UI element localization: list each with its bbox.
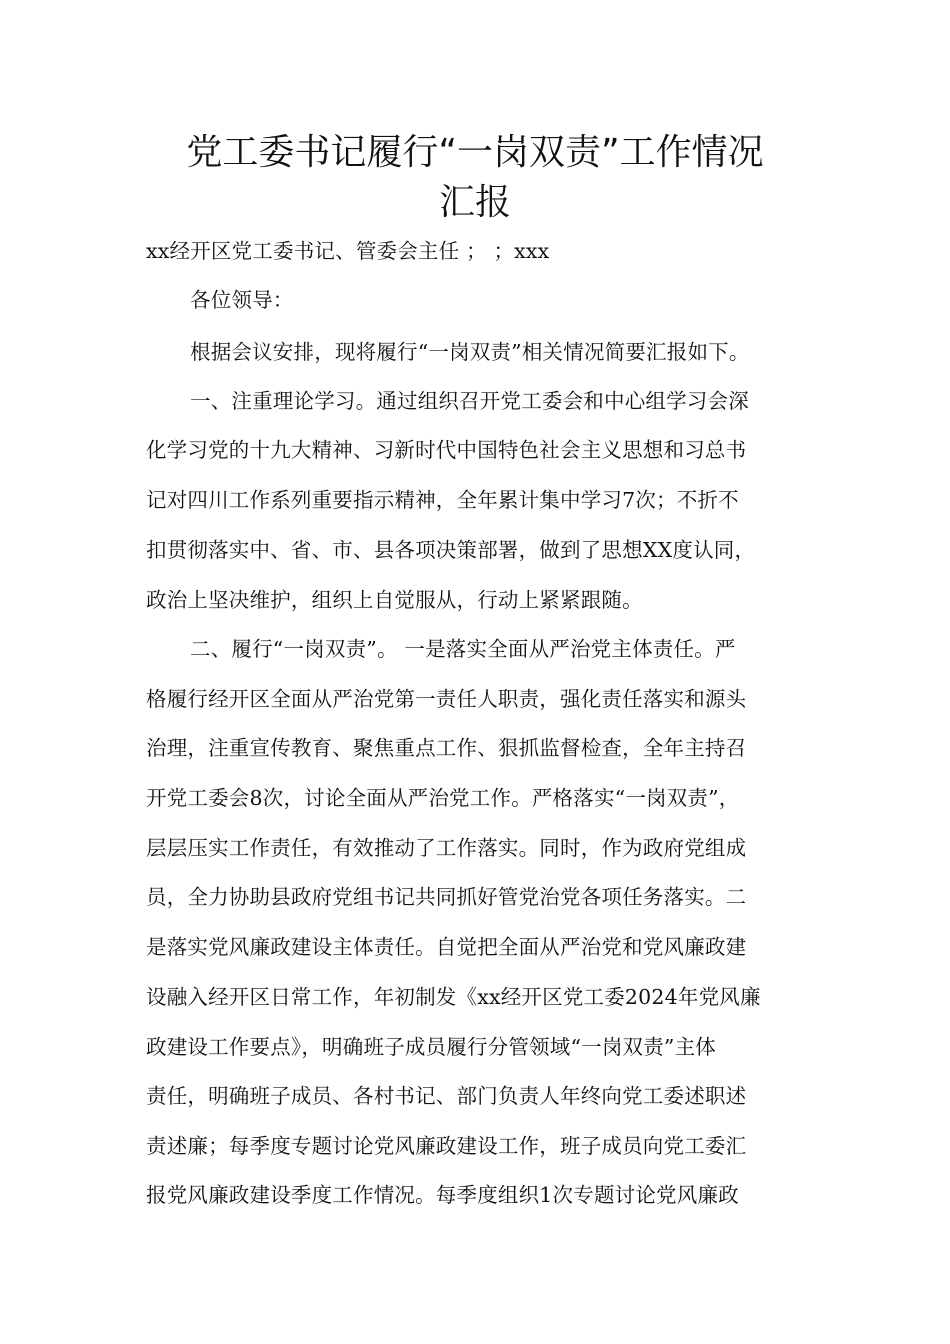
body-line: 扣贯彻落实中、省、市、县各项决策部署，做到了思想XX度认同，	[146, 538, 756, 562]
body-line: 治理，注重宣传教育、聚焦重点工作、狠抓监督检查，全年主持召	[146, 736, 747, 760]
body-line: 格履行经开区全面从严治党第一责任人职责，强化责任落实和源头	[146, 687, 747, 711]
body-line: 设融入经开区日常工作，年初制发《xx经开区党工委2024年党风廉	[146, 985, 761, 1009]
salutation: 各位领导：	[190, 288, 294, 312]
body-line: 员，全力协助县政府党组书记共同抓好管党治党各项任务落实。二	[146, 885, 747, 909]
body-line: 报党风廉政建设季度工作情况。每季度组织1次专题讨论党风廉政	[146, 1183, 739, 1207]
body-line: 记对四川工作系列重要指示精神，全年累计集中学习7次；不折不	[146, 488, 739, 512]
author-line: xx经开区党工委书记、管委会主任 ； ；xxx	[146, 239, 550, 263]
body-line: 根据会议安排，现将履行“一岗双责”相关情况简要汇报如下。	[190, 340, 750, 364]
body-line: 一、注重理论学习。通过组织召开党工委会和中心组学习会深	[190, 389, 749, 413]
body-line: 政治上坚决维护，组织上自觉服从，行动上紧紧跟随。	[146, 588, 643, 612]
body-line: 开党工委会8次，讨论全面从严治党工作。严格落实“一岗双责”，	[146, 786, 740, 810]
document-title	[120, 128, 830, 228]
body-line: 二、履行“一岗双责”。 一是落实全面从严治党主体责任。严	[190, 637, 736, 661]
body-line: 层层压实工作责任，有效推动了工作落实。同时，作为政府党组成	[146, 836, 747, 860]
title-line-1: 党工委书记履行“一岗双责”工作情况	[186, 132, 764, 173]
body-line: 是落实党风廉政建设主体责任。自觉把全面从严治党和党风廉政建	[146, 935, 747, 959]
body-line: 责述廉；每季度专题讨论党风廉政建设工作，班子成员向党工委汇	[146, 1134, 747, 1158]
body-line: 化学习党的十九大精神、习新时代中国特色社会主义思想和习总书	[146, 438, 747, 462]
body-line: 政建设工作要点》，明确班子成员履行分管领域“一岗双责”主体	[146, 1035, 717, 1059]
body-line: 责任，明确班子成员、各村书记、部门负责人年终向党工委述职述	[146, 1084, 747, 1108]
title-line-2: 汇报	[438, 182, 511, 223]
